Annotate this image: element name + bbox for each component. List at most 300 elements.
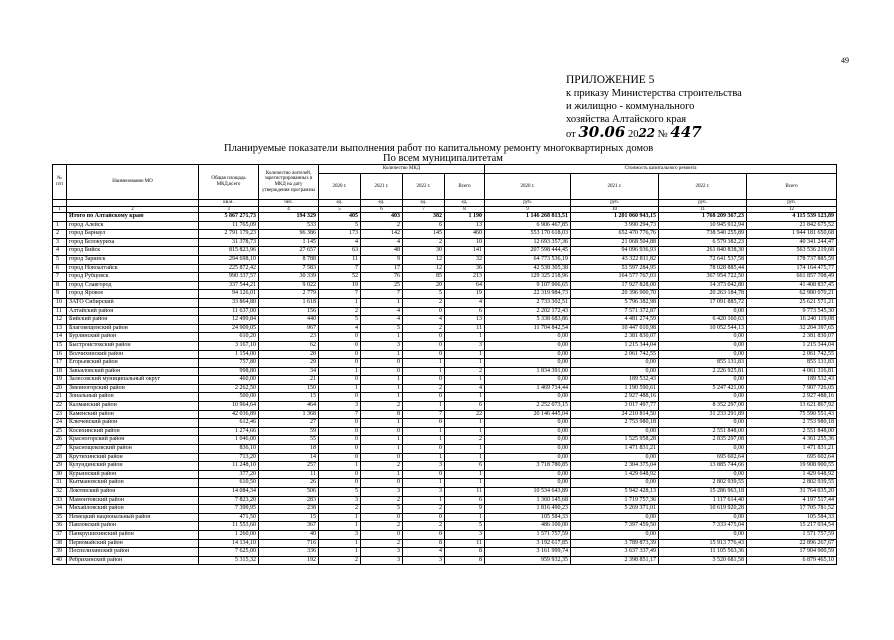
table-cell: 85 [403,273,445,282]
table-cell: 661 857 708,49 [747,273,837,282]
table-cell: 27 657 [259,247,319,256]
table-cell: 1 274,66 [199,427,259,436]
table-cell: 0,00 [659,530,747,539]
table-row [53,402,837,411]
table-cell: 0,00 [659,470,747,479]
table-cell: Павловский район [67,522,199,531]
header-cost-2022: 2022 г. [659,174,747,200]
capital-repair-table [52,164,837,565]
table-cell: город Барнаул [67,230,199,239]
table-cell: 1 [319,384,361,393]
table-cell: 2 381 830,07 [571,333,659,342]
table-cell: 178 737 885,59 [747,255,837,264]
table-cell: 9 107 966,65 [485,281,571,290]
table-cell: 1 [445,419,485,428]
table-cell: город Новоалтайск [67,264,199,273]
table-cell: 9 [361,255,403,264]
table-cell: 1 146 268 813,51 [485,213,571,222]
table-cell: 2 [319,556,361,565]
table-cell: 52 [319,273,361,282]
table-cell: 1 [361,376,403,385]
table-cell: 14 134,10 [199,539,259,548]
table-cell: 6 [53,264,67,273]
header-count-total: Всего [445,174,485,200]
table-cell: 11 [259,470,319,479]
table-cell: 8 [445,556,485,565]
table-cell: 738 540 255,89 [659,230,747,239]
table-cell: город Бийск [67,247,199,256]
table-cell: 0,00 [485,427,571,436]
table-row [53,341,837,350]
table-row [53,307,837,316]
column-number-cell: 1 [53,207,67,213]
table-cell: 2 [403,522,445,531]
table-row [53,230,837,239]
table-cell: 1 201 060 943,15 [571,213,659,222]
table-cell: 0 [319,470,361,479]
table-cell: 1 [319,522,361,531]
table-cell: 0,00 [571,479,659,488]
table-cell: 29 [53,462,67,471]
table-cell: 855 131,83 [659,359,747,368]
table-cell: 40 [53,556,67,565]
table-cell: 8 788 [259,255,319,264]
table-cell: 15 [53,341,67,350]
table-cell: 3 [319,402,361,411]
table-cell [53,213,67,222]
table-cell: 64 [445,281,485,290]
table-cell: 7 399,95 [199,505,259,514]
column-number-cell: 5 [319,207,361,213]
table-cell: 1 816 490,23 [485,505,571,514]
table-row [53,238,837,247]
table-cell: 40 341 244,47 [747,238,837,247]
table-cell: 1 145 [259,238,319,247]
table-cell: 0 [361,367,403,376]
table-cell: 10 964,64 [199,402,259,411]
header-count-group: Количество МКД [319,165,485,174]
table-cell: 12 693 357,36 [485,238,571,247]
table-cell: 0 [319,479,361,488]
table-cell: 3 [403,462,445,471]
table-cell: 15 286 963,18 [659,488,747,497]
table-cell: 0,00 [571,427,659,436]
table-cell: 0 [319,436,361,445]
table-cell: 0,00 [485,350,571,359]
table-cell: Кытмановский район [67,479,199,488]
table-cell: 32 [53,488,67,497]
table-cell: 105 584,33 [485,513,571,522]
table-cell: 7 [361,290,403,299]
table-cell: 76 [361,273,403,282]
table-cell: 42 036,89 [199,410,259,419]
table-cell: 4 [445,384,485,393]
table-cell: 1 429 648,92 [747,470,837,479]
unit-cell: руб. [747,200,837,207]
table-cell: 3 718 780,85 [485,462,571,471]
header-cost-2021: 2021 г. [571,174,659,200]
table-cell: 4 [53,247,67,256]
table-cell: 1 [361,333,403,342]
table-row [53,453,837,462]
table-cell: 3 167,10 [199,341,259,350]
table-cell: 6 420 160,63 [659,316,747,325]
table-cell: 1 [445,359,485,368]
table-cell: 0 [319,333,361,342]
table-cell: 19 [445,290,485,299]
table-cell: 36 [53,522,67,531]
table-cell: Ключевский район [67,419,199,428]
table-cell: 0 [403,445,445,454]
table-cell: 20 396 900,70 [571,290,659,299]
table-cell: Немецкий национальный район [67,513,199,522]
table-cell: 1 [445,350,485,359]
table-row [53,221,837,230]
table-cell: Краснощековский район [67,445,199,454]
table-cell: 1 [361,298,403,307]
table-cell: 460,00 [199,376,259,385]
table-cell: 189 532,43 [747,376,837,385]
table-cell: город Белокуриха [67,238,199,247]
table-cell: 238 [259,505,319,514]
table-cell: 22 896 267,67 [747,539,837,548]
table-cell: ЗАТО Сибирский [67,298,199,307]
table-cell: 5 [403,290,445,299]
table-cell: 2 [319,307,361,316]
table-cell: 26 [259,479,319,488]
table-cell: Курьинский район [67,470,199,479]
table-cell: 0,00 [659,341,747,350]
table-cell: 0,00 [659,350,747,359]
table-cell: 213 [445,273,485,282]
table-cell: 0,00 [485,341,571,350]
table-cell: 141 [445,247,485,256]
table-cell: 10 447 010,98 [571,324,659,333]
table-cell: 0 [403,350,445,359]
table-cell: Косихинский район [67,427,199,436]
table-cell: 3 [445,530,485,539]
table-cell: 382 [403,213,445,222]
table-cell: 32 [445,255,485,264]
table-cell: 15 913 776,43 [659,539,747,548]
table-cell: 0 [319,453,361,462]
table-cell: 8 352 297,00 [659,402,747,411]
unit-cell: руб. [659,200,747,207]
table-cell: 13 885 744,66 [659,462,747,471]
table-cell: 18 [53,367,67,376]
table-cell: 464 [259,402,319,411]
table-cell: 22 [445,410,485,419]
table-row [53,496,837,505]
table-cell: 3 192 617,85 [485,539,571,548]
table-cell: 32 204 397,65 [747,324,837,333]
table-cell: 8 [445,548,485,557]
table-cell: 0,00 [485,470,571,479]
table-cell: 6 579 382,23 [659,238,747,247]
table-cell: 2 202 172,43 [485,307,571,316]
table-cell: 403 [361,213,403,222]
table-cell: Змеиногорский район [67,384,199,393]
table-cell: 21 [259,376,319,385]
date-prefix: от [566,129,576,140]
table-cell: 53 597 284,95 [571,264,659,273]
header-count-2022: 2022 г. [403,174,445,200]
table-cell: 2 551 848,00 [747,427,837,436]
units-row [53,200,837,207]
table-cell: 2 [361,462,403,471]
table-cell: 0 [319,376,361,385]
table-cell: 25 621 571,21 [747,298,837,307]
table-cell: 1 [445,453,485,462]
table-cell: 55 [259,436,319,445]
table-cell: 836,10 [199,445,259,454]
table-cell: 815 823,96 [199,247,259,256]
table-cell: 7 333 475,04 [659,522,747,531]
table-cell: Локтевский район [67,488,199,497]
table-cell: 1 [445,427,485,436]
table-cell: 2 226 925,81 [659,367,747,376]
table-cell: 4 [403,548,445,557]
total-row [53,213,837,222]
table-cell: 1 046,00 [199,436,259,445]
table-cell: 1 [403,436,445,445]
table-cell: Ребрихинский район [67,556,199,565]
table-cell: 10 [53,298,67,307]
column-number-cell: 12 [747,207,837,213]
table-cell: 4 [403,316,445,325]
table-cell: 21 068 504,88 [571,238,659,247]
table-row [53,548,837,557]
column-number-cell: 3 [199,207,259,213]
table-cell: 0,00 [659,419,747,428]
table-row [53,316,837,325]
table-cell: 1 [403,427,445,436]
table-cell: 0,00 [485,453,571,462]
table-cell: 5 [319,488,361,497]
table-cell: 10 619 920,28 [659,505,747,514]
table-cell: 0 [403,419,445,428]
table-cell: Алтайский район [67,307,199,316]
table-cell: 1 768 209 367,23 [659,213,747,222]
table-cell: 14 084,34 [199,488,259,497]
header-cost-total: Всего [747,174,837,200]
table-cell: 0 [319,359,361,368]
table-cell: 129 325 218,96 [485,273,571,282]
table-cell: 10 052 544,13 [659,324,747,333]
table-cell: 652 470 776,76 [571,230,659,239]
table-cell: 5 [361,324,403,333]
table-cell: 1 [53,221,67,230]
table-cell: 1 [361,470,403,479]
table-cell: 30 [53,470,67,479]
table-cell: 3 161 999,74 [485,548,571,557]
table-cell: 1 260,00 [199,530,259,539]
document-subtitle: По всем муниципалитетам [383,153,503,164]
table-cell: 21 [53,393,67,402]
table-cell: 22 319 984,73 [485,290,571,299]
annex-title: ПРИЛОЖЕНИЕ 5 [566,74,655,86]
table-cell: 11 248,10 [199,462,259,471]
table-cell: 4 [361,316,403,325]
table-cell: 460 [445,230,485,239]
table-cell: 156 [259,307,319,316]
table-cell: 4 197 517,44 [747,496,837,505]
table-cell: 0,00 [571,513,659,522]
table-cell: 19 [319,281,361,290]
table-cell: 2 [403,298,445,307]
table-cell: 31 764 035,20 [747,488,837,497]
table-row [53,367,837,376]
table-cell: город Яровое [67,290,199,299]
table-cell: 25 [53,427,67,436]
table-cell: Мамонтовский район [67,496,199,505]
table-cell: 0,00 [571,453,659,462]
document-title: Планируемые показатели выполнения работ по капитальному ремонту многоквартирных домов [224,143,654,154]
table-cell: 2 [445,367,485,376]
table-cell: 3 990 294,73 [571,221,659,230]
annex-line-4: хозяйства Алтайского края [566,114,687,125]
table-cell: Залесовский муниципальный округ [67,376,199,385]
table-cell: 471,50 [199,513,259,522]
table-cell: 0,00 [485,393,571,402]
table-row [53,513,837,522]
table-body [53,207,837,565]
table-cell: 7 907 726,05 [747,384,837,393]
table-cell: 1 190 590,61 [571,384,659,393]
table-cell: 3 [361,341,403,350]
unit-cell: ед. [319,200,361,207]
table-cell: 0,00 [659,333,747,342]
table-row [53,470,837,479]
table-cell: 33 [53,496,67,505]
table-cell: 3 [319,530,361,539]
table-cell: 0 [319,419,361,428]
table-cell: 0 [403,341,445,350]
table-cell: Бийский район [67,316,199,325]
table-cell: 1 [319,548,361,557]
table-cell: 20 263 184,78 [659,290,747,299]
table-cell: 855 131,83 [747,359,837,368]
header-count-2020: 2020 г. [319,174,361,200]
table-cell: 533 [259,221,319,230]
table-cell: город Заринск [67,255,199,264]
table-cell: 3 [361,488,403,497]
table-cell: 0 [403,333,445,342]
table-cell: 173 [319,230,361,239]
table-cell: 8 [53,281,67,290]
table-cell: 15 [259,393,319,402]
annex-line-3: и жилищно - коммунального [566,101,695,112]
table-row [53,255,837,264]
table-cell: 75 590 551,43 [747,410,837,419]
table-cell: 6 [445,462,485,471]
table-cell: 24 210 814,50 [571,410,659,419]
year-prefix: 20 [627,129,639,140]
table-row [53,479,837,488]
table-cell: 2 262,50 [199,384,259,393]
table-cell: 367 954 722,50 [659,273,747,282]
table-cell: 0 [403,393,445,402]
table-cell: 4 [319,324,361,333]
table-cell: 96 386 [259,230,319,239]
table-cell: 1 [445,513,485,522]
table-cell: 8 [361,410,403,419]
table-cell: 28 [259,350,319,359]
table-cell: 6 [445,496,485,505]
table-cell: Крутихинский район [67,453,199,462]
table-cell: 4 [319,238,361,247]
table-cell: 14 373 042,80 [659,281,747,290]
table-cell: 11 [319,255,361,264]
page-number: 49 [841,56,849,65]
table-cell: 610,20 [199,333,259,342]
table-cell: 7 [319,264,361,273]
table-cell: 486 100,00 [485,522,571,531]
table-row [53,273,837,282]
table-cell: 1 [361,393,403,402]
table-cell: 27 [53,445,67,454]
table-cell: 1 618 [259,298,319,307]
table-cell: 42 538 305,38 [485,264,571,273]
table-cell: 17 705 781,52 [747,505,837,514]
table-cell: 30 [403,247,445,256]
table-cell: 19 908 900,55 [747,462,837,471]
table-cell: 23 [259,333,319,342]
table-cell: 1 154,00 [199,350,259,359]
table-row [53,488,837,497]
table-cell: 12 [403,264,445,273]
table-cell: Красногорский район [67,436,199,445]
column-number-cell: 11 [659,207,747,213]
table-cell: город Алейск [67,221,199,230]
table-cell: 5 247 421,00 [659,384,747,393]
table-cell: 1 [445,376,485,385]
unit-cell: кв.м. [199,200,259,207]
table-cell: 1 471 831,21 [747,445,837,454]
table-cell: 2 835 297,08 [659,436,747,445]
table-cell: 0,00 [485,376,571,385]
table-cell: Завьяловский район [67,367,199,376]
unit-cell: ед. [361,200,403,207]
table-cell: 1 [445,333,485,342]
table-cell: Михайловский район [67,505,199,514]
table-cell: 0 [361,453,403,462]
table-cell: 1 215 344,04 [571,341,659,350]
table-cell: 5 942 428,13 [571,488,659,497]
table-cell: 48 [361,247,403,256]
column-number-cell: 4 [259,207,319,213]
table-cell: 2 753 980,18 [571,419,659,428]
table-cell: 1 [319,367,361,376]
table-cell: 15 [259,513,319,522]
table-row [53,436,837,445]
table-cell: 0 [403,530,445,539]
table-cell: 23 [53,410,67,419]
table-cell: 34 [53,505,67,514]
table-cell: 142 [361,230,403,239]
header-cost-2020: 2020 г. [485,174,571,200]
table-row [53,359,837,368]
table-cell: 8 [403,539,445,548]
table-cell: 1 [445,445,485,454]
table-cell: 294 698,10 [199,255,259,264]
table-cell: 2 [361,522,403,531]
table-cell: 11 704 842,54 [485,324,571,333]
table-cell: 16 240 119,08 [747,316,837,325]
table-cell: 35 [53,513,67,522]
table-cell: 506 [259,488,319,497]
table-row [53,290,837,299]
